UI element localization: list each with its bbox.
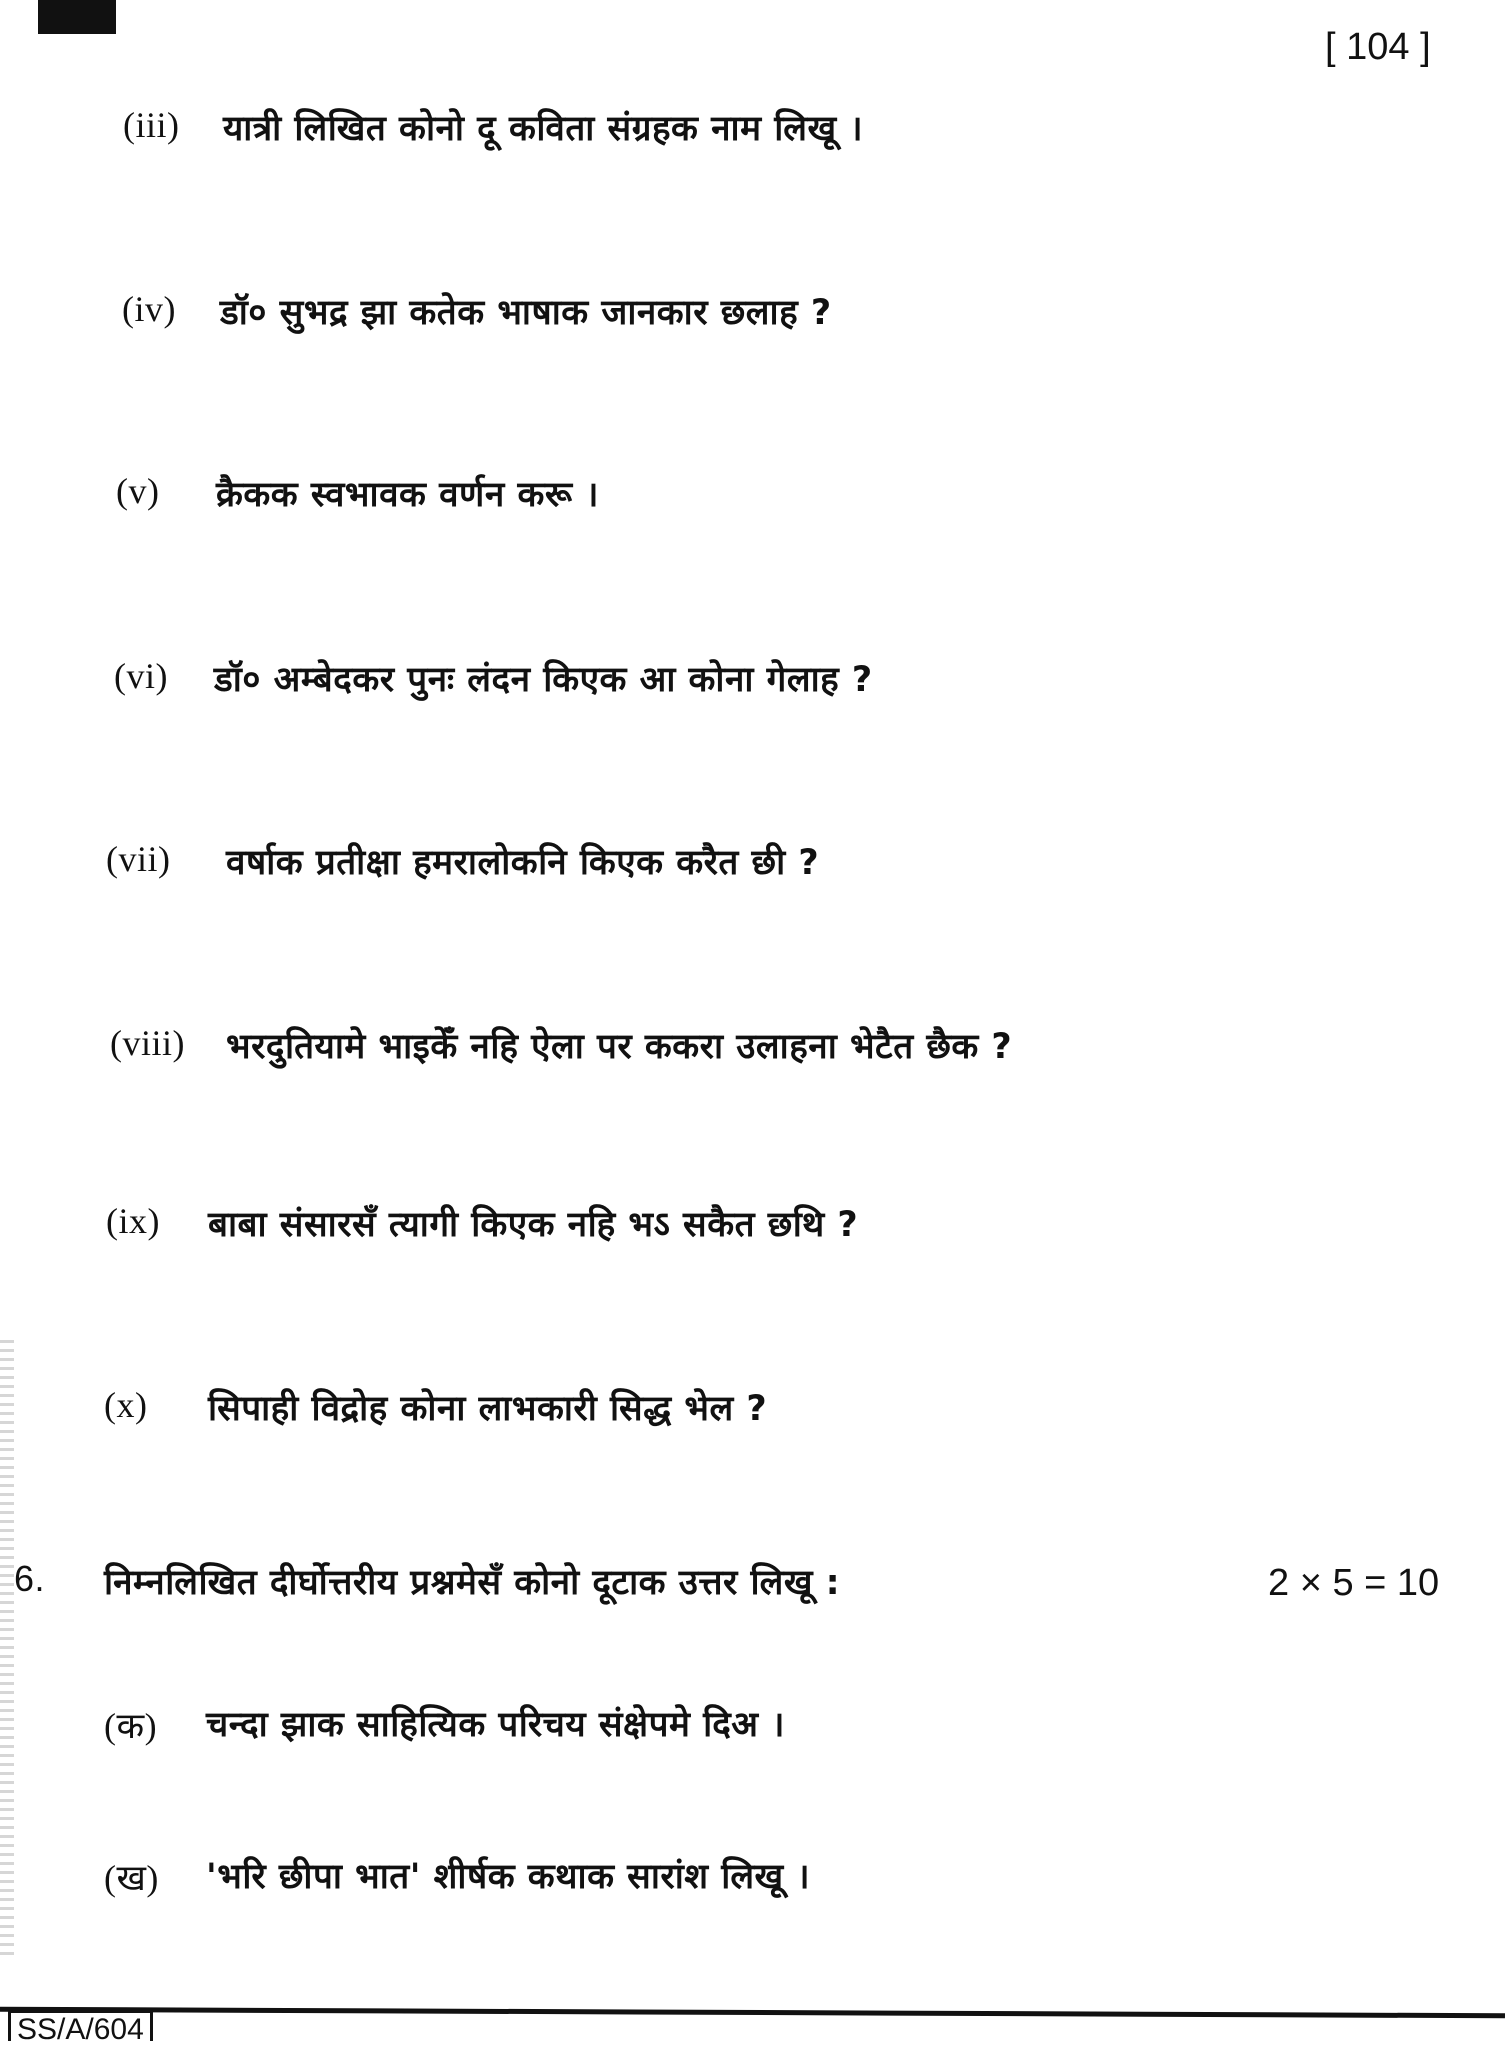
question-text: 'भरि छीपा भात' शीर्षक कथाक सारांश लिखू । [206,1857,811,1897]
question-label: (vii) [106,839,171,879]
question-text: सिपाही विद्रोह कोना लाभकारी सिद्ध भेल ? [208,1389,768,1429]
question-text: भरदुतियामे भाइकेँ नहि ऐला पर ककरा उलाहना भेटैत छैक ? [226,1027,1013,1067]
paper-code: SS/A/604 [8,2010,153,2041]
question-text: यात्री लिखित कोनो दू कविता संग्रहक नाम लिखू । [223,109,864,149]
question-label: (क) [104,1706,158,1746]
scan-edge [0,1340,14,1960]
footer-rule [0,2007,1505,2019]
question-text: डॉ० सुभद्र झा कतेक भाषाक जानकार छलाह ? [220,293,832,333]
question-text: क्रैकक स्वभावक वर्णन करू । [216,475,599,515]
question-text: डॉ० अम्बेदकर पुनः लंदन किएक आ कोना गेलाह ? [214,660,873,700]
section-marks: 2 × 5 = 10 [1268,1562,1440,1604]
question-label: (vi) [114,656,168,696]
question-label: (ख) [104,1858,159,1898]
question-text: वर्षाक प्रतीक्षा हमरालोकनि किएक करैत छी ? [226,843,820,883]
section-number: 6. [14,1558,46,1599]
question-text: बाबा संसारसँ त्यागी किएक नहि भऽ सकैत छथि ? [208,1205,859,1245]
question-label: (v) [116,471,160,511]
question-label: (x) [104,1385,148,1425]
question-label: (ix) [106,1201,160,1241]
question-text: चन्दा झाक साहित्यिक परिचय संक्षेपमे दिअ । [206,1705,785,1745]
corner-block [38,0,116,34]
question-label: (iii) [123,105,180,145]
question-label: (viii) [110,1023,185,1063]
question-label: (iv) [122,289,176,329]
page-number: [ 104 ] [1325,26,1431,68]
section-instruction: निम्नलिखित दीर्घोत्तरीय प्रश्नमेसँ कोनो दूटाक उत्तर लिखू : [104,1563,841,1603]
